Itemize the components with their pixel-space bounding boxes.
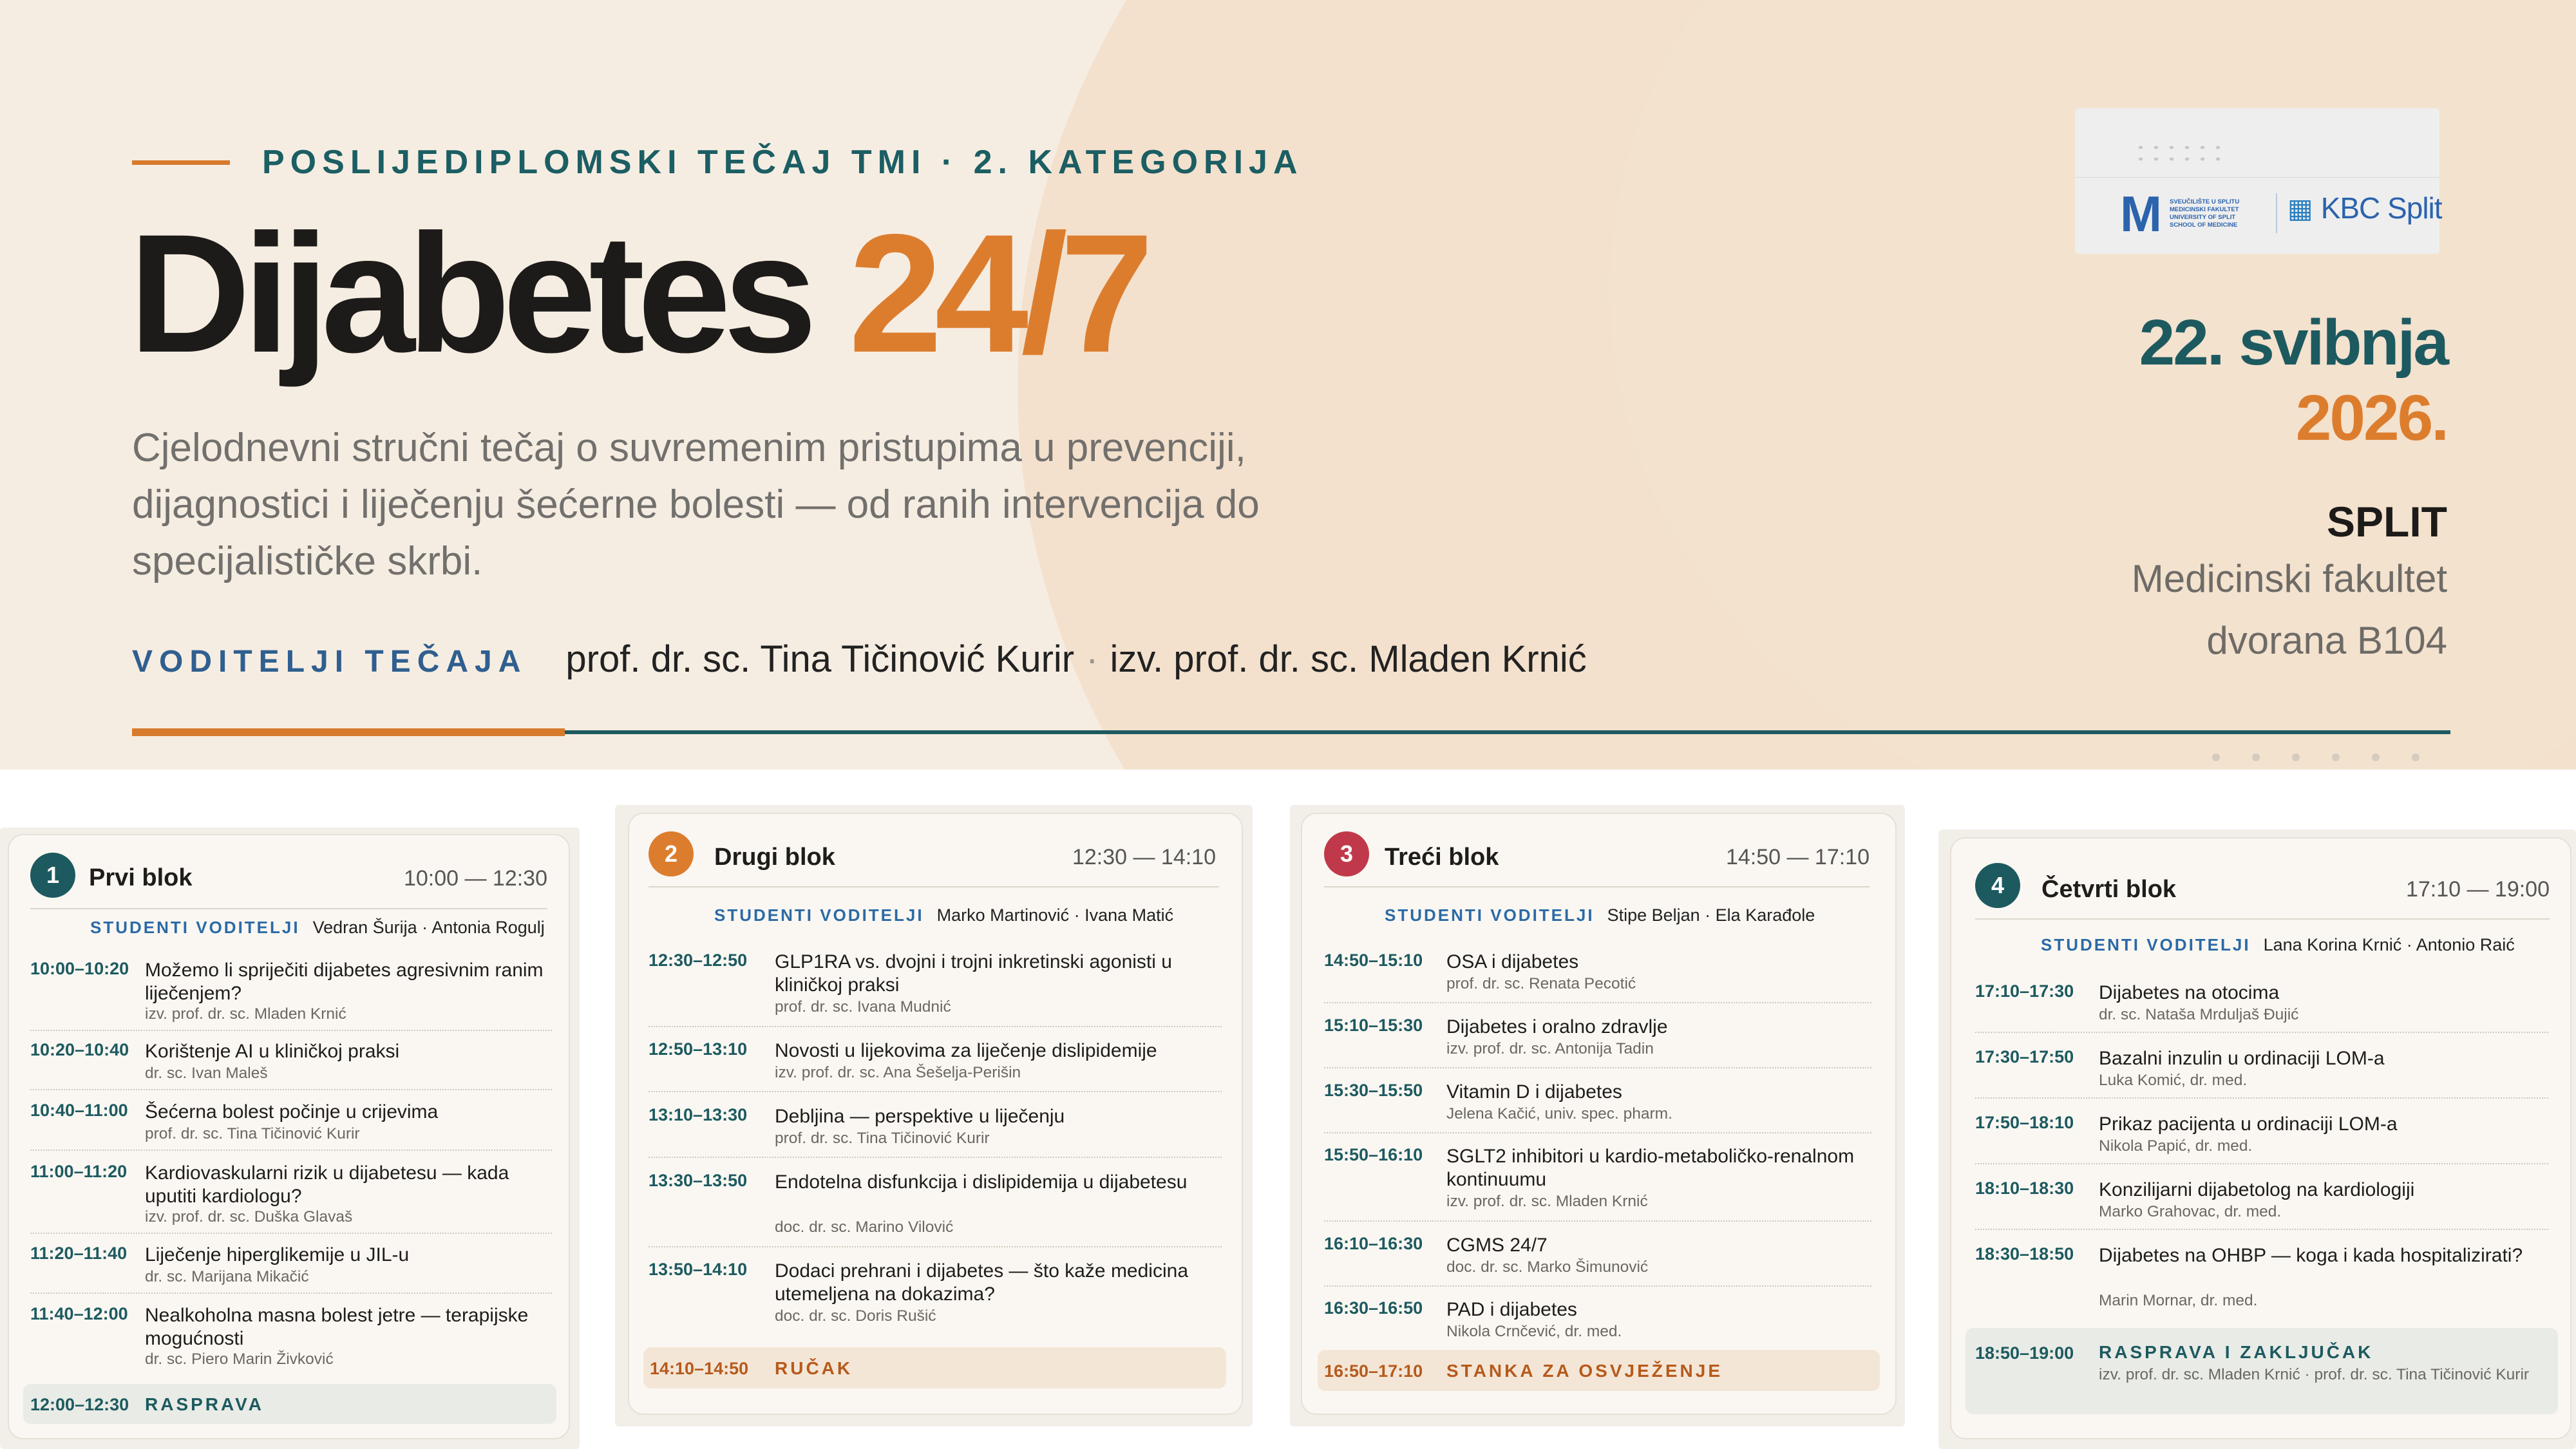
session-speaker: izv. prof. dr. sc. Mladen Krnić	[145, 1005, 346, 1023]
kbc-grid-icon: ▦	[2287, 193, 2313, 223]
course-leaders	[132, 638, 1587, 681]
student-leaders-label: STUDENTI VODITELJI	[90, 918, 300, 937]
session-time: 13:50–14:10	[649, 1260, 748, 1279]
session-divider	[30, 1233, 552, 1234]
session-speaker: Luka Komić, dr. med.	[2099, 1072, 2248, 1089]
session-time: 15:50–16:10	[1324, 1145, 1423, 1164]
session-speaker: prof. dr. sc. Tina Tičinović Kurir	[145, 1125, 360, 1142]
leaders-label: VODITELJI TEČAJA	[132, 645, 527, 679]
session-time: 17:10–17:30	[1975, 981, 2074, 1001]
leader-name: izv. prof. dr. sc. Mladen Krnić	[1110, 638, 1587, 680]
block-number-badge: 1	[30, 853, 75, 898]
session-time: 17:50–18:10	[1975, 1113, 2074, 1132]
block-time: 14:50 — 17:10	[1725, 845, 1870, 869]
session-speaker: Marin Mornar, dr. med.	[2099, 1292, 2258, 1309]
block-title: Četvrti blok	[2041, 876, 2177, 903]
special-time: 16:50–17:10	[1324, 1361, 1423, 1381]
student-leaders-label: STUDENTI VODITELJI	[1385, 905, 1595, 925]
session-speaker: izv. prof. dr. sc. Antonija Tadin	[1446, 1040, 1654, 1057]
course-kicker	[132, 143, 1303, 182]
session-divider	[1324, 1132, 1871, 1133]
session-time: 10:00–10:20	[30, 959, 129, 978]
block-header-rule	[649, 886, 1219, 887]
session-title: Dijabetes i oralno zdravlje	[1446, 1016, 1668, 1037]
session-divider	[1324, 1002, 1871, 1003]
session-divider	[649, 1246, 1222, 1247]
event-year: 2026.	[2295, 382, 2447, 454]
student-leaders-names: Stipe Beljan · Ela Karađole	[1607, 905, 1815, 925]
title-accent: 24/7	[848, 199, 1146, 388]
session-speaker: izv. prof. dr. sc. Mladen Krnić	[1446, 1193, 1648, 1210]
student-leaders	[714, 905, 1173, 925]
block-card-1	[8, 834, 570, 1439]
special-label: RASPRAVA I ZAKLJUČAK	[2099, 1342, 2374, 1362]
session-divider	[1324, 1067, 1871, 1068]
session-speaker: Nikola Crnčević, dr. med.	[1446, 1323, 1622, 1340]
special-time: 14:10–14:50	[650, 1359, 749, 1378]
session-divider	[649, 1091, 1222, 1092]
session-time: 13:30–13:50	[649, 1171, 748, 1190]
session-time: 13:10–13:30	[649, 1105, 748, 1124]
special-speaker: izv. prof. dr. sc. Mladen Krnić · prof. dr. sc. Tina Tičinović Kurir	[2099, 1366, 2530, 1383]
special-time: 12:00–12:30	[30, 1395, 129, 1414]
special-label: RUČAK	[775, 1358, 853, 1378]
session-title: OSA i dijabetes	[1446, 951, 1579, 972]
session-title: Šećerna bolest počinje u crijevima	[145, 1101, 439, 1122]
student-leaders	[90, 918, 545, 938]
student-leaders-names: Lana Korina Krnić · Antonio Raić	[2263, 935, 2515, 954]
session-title: Konzilijarni dijabetolog na kardiologiji	[2099, 1179, 2415, 1200]
session-title: GLP1RA vs. dvojni i trojni inkretinski agonisti u kliničkoj praksi	[775, 951, 1172, 996]
session-title: CGMS 24/7	[1446, 1235, 1548, 1256]
session-time: 16:30–16:50	[1324, 1298, 1423, 1318]
session-speaker: doc. dr. sc. Marino Vilović	[775, 1218, 954, 1236]
session-speaker: dr. sc. Ivan Maleš	[145, 1065, 268, 1082]
session-time: 16:10–16:30	[1324, 1234, 1423, 1253]
session-title: Nealkoholna masna bolest jetre — terapijske mogućnosti	[145, 1305, 529, 1349]
session-speaker: prof. dr. sc. Tina Tičinović Kurir	[775, 1130, 990, 1147]
session-title: Dijabetes na otocima	[2099, 982, 2280, 1003]
block-title: Treći blok	[1385, 844, 1499, 871]
kicker-rule	[132, 160, 230, 165]
event-date: 22. svibnja	[2139, 307, 2447, 379]
block-time: 12:30 — 14:10	[1072, 845, 1216, 869]
session-title: Kardiovaskularni rizik u dijabetesu — kada uputiti kardiologu?	[145, 1162, 509, 1207]
session-time: 12:30–12:50	[649, 951, 748, 970]
block-time: 10:00 — 12:30	[403, 866, 547, 891]
session-speaker: dr. sc. Piero Marin Živković	[145, 1350, 334, 1368]
session-speaker: doc. dr. sc. Doris Rušić	[775, 1307, 936, 1325]
session-time: 12:50–13:10	[649, 1039, 748, 1059]
special-time: 18:50–19:00	[1975, 1343, 2074, 1363]
session-time: 11:20–11:40	[30, 1244, 128, 1263]
block-number-badge: 4	[1975, 863, 2020, 908]
session-title: Dodaci prehrani i dijabetes — što kaže medicina utemeljena na dokazima?	[775, 1260, 1188, 1305]
session-divider	[1975, 1032, 2548, 1033]
session-time: 17:30–17:50	[1975, 1047, 2074, 1066]
session-title: SGLT2 inhibitori u kardio-metaboličko-renalnom kontinuumu	[1446, 1146, 1855, 1190]
kicker-text: POSLIJEDIPLOMSKI TEČAJ TMI · 2. KATEGORIJA	[262, 144, 1303, 181]
block-header-rule	[1324, 886, 1870, 887]
session-time: 11:00–11:20	[30, 1162, 128, 1181]
mf-m-icon: M	[2120, 185, 2162, 242]
event-city: SPLIT	[2326, 498, 2447, 545]
session-title: Liječenje hiperglikemije u JIL-u	[145, 1244, 410, 1265]
block-header-rule	[1975, 918, 2550, 920]
session-speaker: dr. sc. Nataša Mrduljaš Đujić	[2099, 1006, 2299, 1023]
session-title: Endotelna disfunkcija i dislipidemija u dijabetesu	[775, 1171, 1188, 1193]
session-title: Možemo li spriječiti dijabetes agresivnim ranim liječenjem?	[145, 960, 544, 1004]
session-divider	[649, 1026, 1222, 1027]
session-divider	[30, 1150, 552, 1151]
session-title: Korištenje AI u kliničkoj praksi	[145, 1041, 400, 1062]
leader-separator: ·	[1086, 638, 1099, 680]
partner-logos	[2075, 108, 2442, 254]
session-divider	[1975, 1097, 2548, 1099]
block-header-rule	[30, 908, 547, 909]
session-speaker: Jelena Kačić, univ. spec. pharm.	[1446, 1105, 1672, 1122]
session-divider	[30, 1293, 552, 1294]
session-time: 15:10–15:30	[1324, 1016, 1423, 1035]
session-speaker: izv. prof. dr. sc. Duška Glavaš	[145, 1208, 353, 1226]
session-time: 14:50–15:10	[1324, 951, 1423, 970]
session-title: Debljina — perspektive u liječenju	[775, 1106, 1065, 1127]
medical-faculty-logo	[2120, 185, 2240, 242]
special-label: RASPRAVA	[145, 1394, 264, 1414]
session-time: 10:40–11:00	[30, 1101, 128, 1120]
leader-name: prof. dr. sc. Tina Tičinović Kurir	[565, 638, 1075, 680]
special-label: STANKA ZA OSVJEŽENJE	[1446, 1361, 1723, 1381]
session-divider	[30, 1089, 552, 1090]
student-leaders-names: Marko Martinović · Ivana Matić	[936, 905, 1174, 925]
student-leaders	[1385, 905, 1815, 925]
session-divider	[1975, 1163, 2548, 1164]
session-divider	[1975, 1229, 2548, 1230]
session-speaker: dr. sc. Marijana Mikačić	[145, 1268, 309, 1285]
logo-divider	[2075, 177, 2439, 178]
block-card-4	[1950, 837, 2571, 1439]
session-speaker: doc. dr. sc. Marko Šimunović	[1446, 1258, 1649, 1276]
session-time: 10:20–10:40	[30, 1040, 129, 1059]
session-title: Bazalni inzulin u ordinaciji LOM-a	[2099, 1048, 2385, 1069]
student-leaders-label: STUDENTI VODITELJI	[714, 905, 924, 925]
block-time: 17:10 — 19:00	[2405, 877, 2550, 902]
block-card-3	[1301, 813, 1897, 1415]
session-time: 15:30–15:50	[1324, 1081, 1423, 1100]
session-divider	[1324, 1285, 1871, 1287]
session-time: 11:40–12:00	[30, 1304, 128, 1323]
kbc-split-logo	[2287, 191, 2442, 225]
block-card-2	[628, 813, 1243, 1415]
session-speaker: izv. prof. dr. sc. Ana Šešelja-Perišin	[775, 1064, 1021, 1081]
student-leaders-label: STUDENTI VODITELJI	[2041, 935, 2251, 954]
lunch-slot	[643, 1347, 1226, 1388]
mf-logo-text: SVEUČILIŠTE U SPLITU MEDICINSKI FAKULTET UNIVERSITY OF SPLIT SCHOOL OF MEDICINE	[2169, 198, 2240, 229]
kbc-logo-text: KBC Split	[2320, 191, 2442, 225]
session-time: 18:10–18:30	[1975, 1179, 2074, 1198]
session-title: Vitamin D i dijabetes	[1446, 1081, 1622, 1103]
course-title	[129, 199, 1146, 388]
decorative-dots	[2212, 753, 2452, 761]
logo-separator	[2276, 193, 2277, 233]
session-speaker: prof. dr. sc. Renata Pecotić	[1446, 975, 1636, 992]
session-speaker: Marko Grahovac, dr. med.	[2099, 1203, 2282, 1220]
block-number-badge: 2	[649, 831, 694, 876]
student-leaders-names: Vedran Šurija · Antonia Rogulj	[312, 918, 545, 937]
session-title: Dijabetes na OHBP — koga i kada hospitalizirati?	[2099, 1245, 2523, 1266]
session-speaker: Nikola Papić, dr. med.	[2099, 1137, 2253, 1155]
course-description: Cjelodnevni stručni tečaj o suvremenim pristupima u prevenciji, dijagnostici i liječenju šećerne bolesti — od ranih intervencija do specijalističke skrbi.	[132, 426, 1260, 583]
session-title: Prikaz pacijenta u ordinaciji LOM-a	[2099, 1113, 2398, 1135]
event-venue: Medicinski fakultet	[2131, 557, 2447, 600]
closing-discussion-slot	[1965, 1328, 2558, 1414]
block-title: Prvi blok	[89, 864, 193, 891]
session-title: Novosti u lijekovima za liječenje dislipidemije	[775, 1040, 1157, 1061]
session-time: 18:30–18:50	[1975, 1244, 2074, 1264]
student-leaders	[2041, 935, 2515, 955]
title-main: Dijabetes	[129, 199, 810, 388]
hero-divider-accent	[132, 728, 565, 736]
logo-dot-pattern	[2133, 142, 2230, 167]
session-title: PAD i dijabetes	[1446, 1299, 1577, 1320]
break-slot	[1318, 1350, 1880, 1391]
event-room: dvorana B104	[2206, 619, 2447, 662]
session-speaker: prof. dr. sc. Ivana Mudnić	[775, 998, 951, 1016]
session-divider	[1324, 1220, 1871, 1222]
block-number-badge: 3	[1324, 831, 1369, 876]
session-divider	[649, 1157, 1222, 1158]
discussion-slot	[23, 1384, 556, 1424]
block-title: Drugi blok	[714, 844, 835, 871]
session-divider	[30, 1030, 552, 1031]
